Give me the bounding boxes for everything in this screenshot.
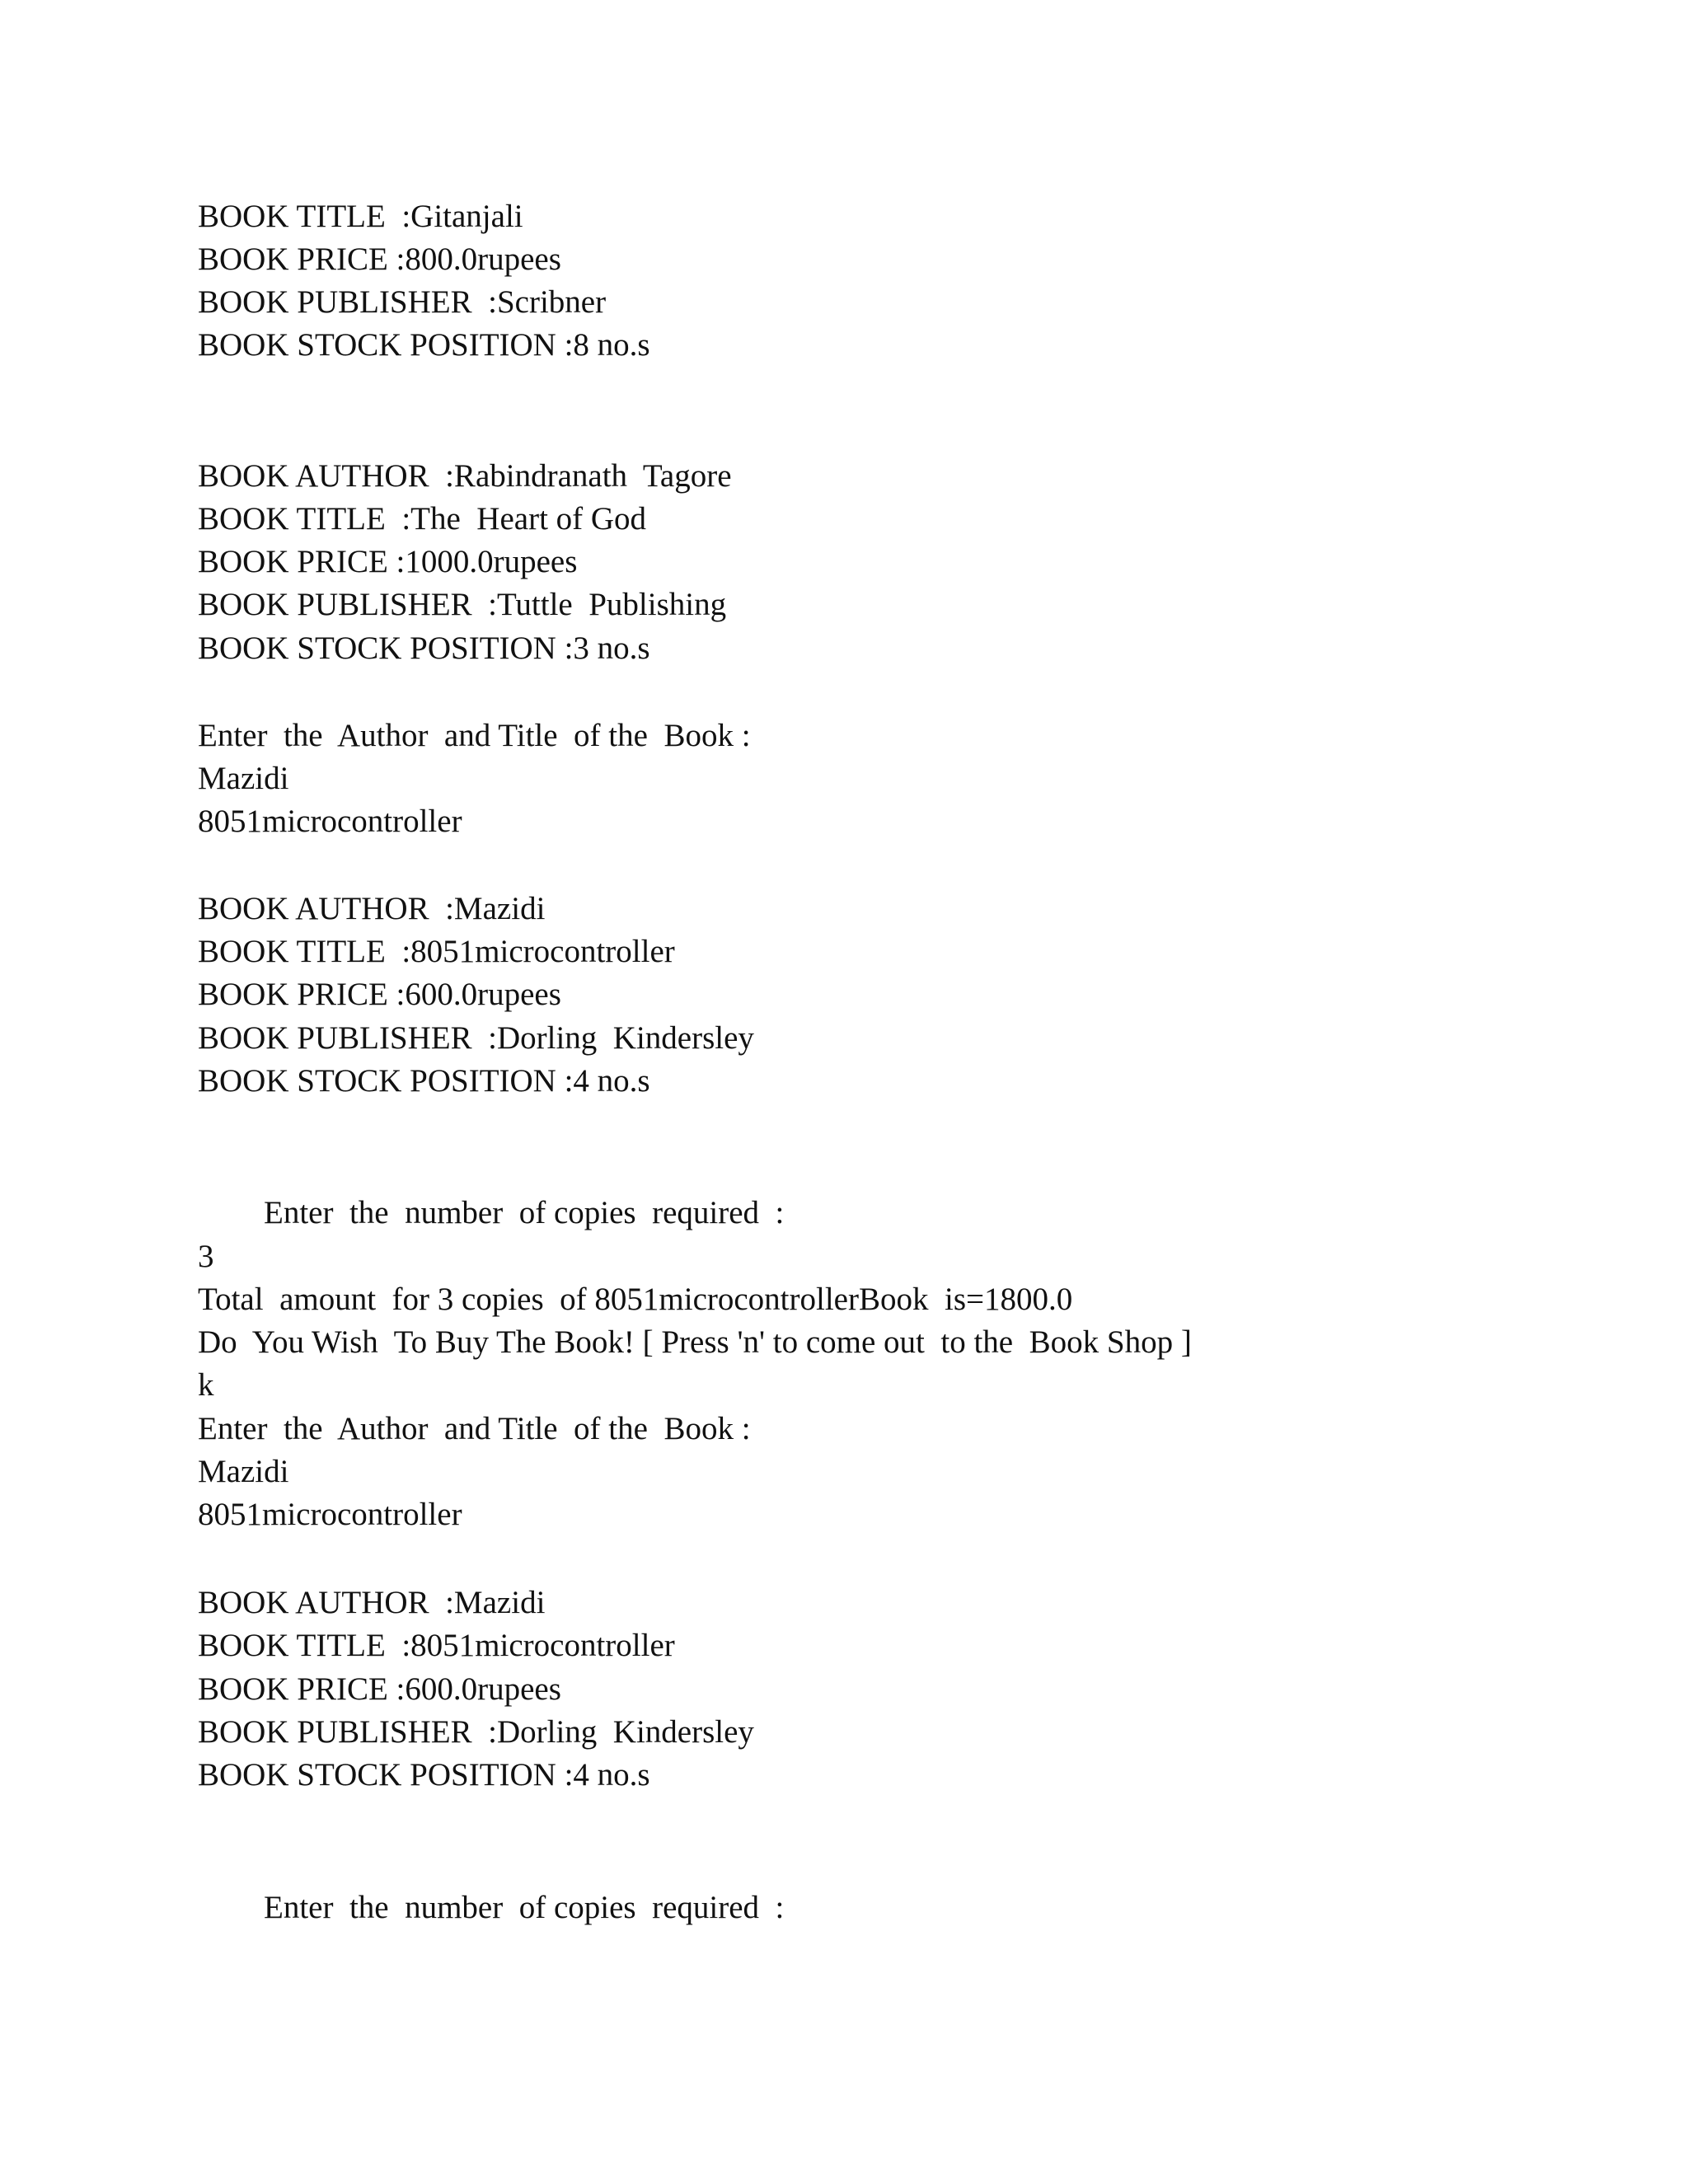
book-author-line: BOOK AUTHOR :Rabindranath Tagore	[198, 458, 732, 494]
book-title-line: BOOK TITLE :8051microcontroller	[198, 1628, 675, 1663]
book-price-line: BOOK PRICE :1000.0rupees	[198, 544, 578, 579]
input-response-line: k	[198, 1367, 214, 1403]
buy-prompt-line: Do You Wish To Buy The Book! [ Press 'n' to come out to the Book Shop ]	[198, 1324, 1192, 1360]
book-author-line: BOOK AUTHOR :Mazidi	[198, 1585, 546, 1620]
book-publisher-line: BOOK PUBLISHER :Tuttle Publishing	[198, 587, 727, 622]
book-price-line: BOOK PRICE :600.0rupees	[198, 977, 561, 1012]
book-price-line: BOOK PRICE :600.0rupees	[198, 1671, 561, 1707]
book-publisher-line: BOOK PUBLISHER :Scribner	[198, 284, 607, 320]
book-stock-line: BOOK STOCK POSITION :4 no.s	[198, 1757, 650, 1793]
book-stock-line: BOOK STOCK POSITION :4 no.s	[198, 1063, 650, 1099]
prompt-copies-line: Enter the number of copies required :	[264, 1890, 785, 1925]
book-title-line: BOOK TITLE :Gitanjali	[198, 199, 523, 234]
input-author-line: Mazidi	[198, 761, 289, 796]
book-title-line: BOOK TITLE :8051microcontroller	[198, 934, 675, 969]
prompt-copies-line: Enter the number of copies required :	[264, 1195, 785, 1230]
book-stock-line: BOOK STOCK POSITION :8 no.s	[198, 327, 650, 363]
prompt-author-title-line: Enter the Author and Title of the Book :	[198, 718, 751, 753]
book-publisher-line: BOOK PUBLISHER :Dorling Kindersley	[198, 1020, 754, 1056]
input-title-line: 8051microcontroller	[198, 1497, 462, 1532]
input-copies-line: 3	[198, 1239, 214, 1274]
book-price-line: BOOK PRICE :800.0rupees	[198, 241, 561, 277]
book-author-line: BOOK AUTHOR :Mazidi	[198, 891, 546, 926]
prompt-author-title-line: Enter the Author and Title of the Book :	[198, 1411, 751, 1446]
input-author-line: Mazidi	[198, 1454, 289, 1489]
book-stock-line: BOOK STOCK POSITION :3 no.s	[198, 630, 650, 666]
book-publisher-line: BOOK PUBLISHER :Dorling Kindersley	[198, 1714, 754, 1750]
input-title-line: 8051microcontroller	[198, 804, 462, 839]
book-title-line: BOOK TITLE :The Heart of God	[198, 501, 647, 537]
total-amount-line: Total amount for 3 copies of 8051microcontrollerBook is=1800.0	[198, 1282, 1073, 1317]
